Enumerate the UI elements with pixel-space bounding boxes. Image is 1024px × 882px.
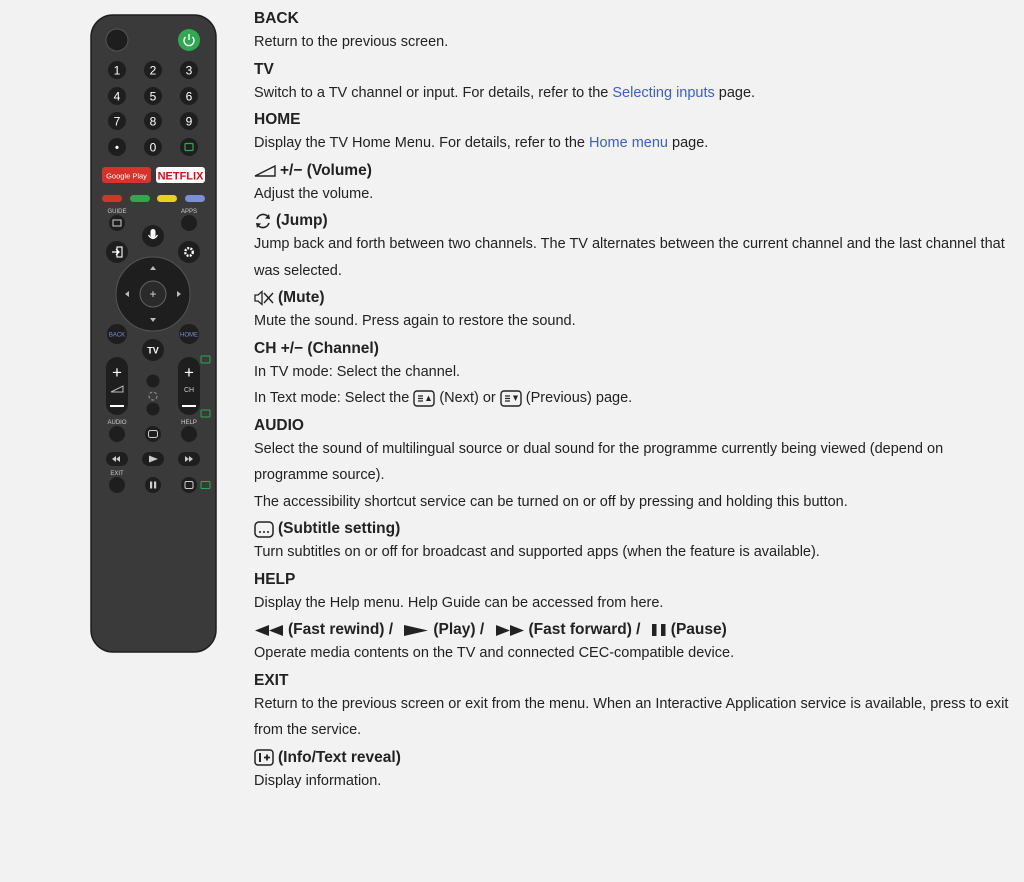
entry-volume-heading [254,160,1014,181]
remote-svg [90,14,217,654]
netflix-text: NETFLIX [157,170,204,183]
entry-channel-title: CH +/− (Channel) [254,339,379,357]
entry-info-desc: Display information. [254,772,382,789]
entry-tv-desc-text: Switch to a TV channel or input. For details, refer to the [254,84,613,101]
back-label: BACK [108,332,126,339]
blue-button [185,195,205,202]
apps-button [181,215,197,231]
exit-button [109,477,125,493]
entry-channel-line2 [254,385,1014,412]
media-play-text: (Play) / [433,621,489,638]
red-button [102,195,122,202]
guide-label: GUIDE [107,209,127,215]
tv-label: TV [147,345,159,356]
home-label: HOME [180,332,198,339]
mic-icon [151,229,156,238]
media-pause-text: (Pause) [670,621,727,638]
subtitle-icon [254,521,274,538]
button-descriptions [254,8,1014,797]
number-button-label: • [114,140,120,155]
fast-rewind-icon [254,624,284,637]
entry-audio-desc [254,436,1014,516]
entry-tv-title: TV [254,60,274,78]
help-button [181,426,197,442]
entry-home-title: HOME [254,111,301,128]
entry-volume-title: +/− (Volume) [280,161,372,179]
entry-mute-desc: Mute the sound. Press again to restore the sound. [254,313,576,329]
number-button-label: 6 [185,89,193,104]
jump-button [147,375,160,388]
channel-text-post: (Previous) page. [521,390,633,406]
green-aux-button [180,138,198,156]
entry-mute-heading [254,287,1014,308]
entry-audio-line2: The accessibility shortcut service can be turned on or off by pressing and holding this button. [254,493,848,510]
pause-button [145,477,161,493]
text-next-icon [413,390,435,407]
media-forward-text: (Fast forward) / [528,621,645,638]
entry-jump-heading [254,210,1014,231]
guide-button [109,215,125,231]
fast-forward-icon [495,624,525,637]
entry-audio-title: AUDIO [254,416,304,434]
number-button-label: 7 [113,114,121,129]
settings-button [178,241,200,263]
yellow-button [157,195,177,202]
number-button-label: 8 [149,114,157,129]
svg-text:+: + [149,287,157,301]
entry-home-desc [254,130,1014,157]
info-button [181,477,197,493]
volume-icon [254,165,276,177]
number-button-label: 3 [185,63,193,78]
text-previous-icon [500,390,522,407]
remote-control-illustration [90,14,217,654]
play-icon [403,624,429,637]
audio-button [109,426,125,442]
audio-label: AUDIO [107,420,127,426]
exit-label: EXIT [110,471,124,477]
entry-audio-line1: Select the sound of multilingual source or dual sound for the programme currently being viewed (depend on programme source). [254,440,944,483]
jump-icon [254,212,272,230]
number-button-label: 4 [113,89,121,104]
entry-channel-line1: In TV mode: Select the channel. [254,363,461,380]
number-button-label: 9 [185,114,193,129]
entry-help-desc: Display the Help menu. Help Guide can be accessed from here. [254,594,664,611]
mute-icon [254,290,274,306]
google-play-text: Google Play [106,171,147,181]
entry-info-title: (Info/Text reveal) [278,748,401,766]
green-button [130,195,150,202]
ch-label: CH [183,387,195,394]
info-icon [254,749,274,766]
pause-icon [150,482,152,489]
help-label: HELP [181,420,197,426]
number-button-label: 0 [149,140,157,155]
channel-text-pre: In Text mode: Select the [254,390,414,406]
entry-jump-desc: Jump back and forth between two channels. The TV alternates between the current channel and the last channel that was selected. [254,236,1005,279]
entry-exit-title: EXIT [254,671,289,689]
entry-help-title: HELP [254,570,296,588]
subtitle-button [145,426,161,442]
selecting-inputs-link[interactable]: Selecting inputs [612,84,715,101]
apps-label: APPS [180,209,198,215]
home-menu-link[interactable]: Home menu [589,135,668,151]
number-button-label: 1 [113,63,121,78]
entry-back-desc: Return to the previous screen. [254,34,449,50]
input-top-button [106,29,128,51]
entry-back-title: BACK [254,10,299,27]
entry-home-desc-end: page. [667,135,709,151]
svg-text:+: + [112,363,122,382]
entry-tv-desc-end: page. [714,84,756,101]
entry-media-heading [254,619,1014,640]
entry-subtitle-title: (Subtitle setting) [278,520,401,537]
number-button-label: 2 [149,63,157,78]
entry-tv-desc [254,80,1014,107]
channel-text-mid: (Next) or [435,390,500,406]
svg-text:+: + [184,363,194,382]
mute-button [147,403,160,416]
entry-channel-desc [254,359,1014,412]
pause-icon [651,623,667,637]
entry-mute-title: (Mute) [278,289,325,306]
entry-home-desc-text: Display the TV Home Menu. For details, refer to the [254,135,589,151]
number-button-label: 5 [149,89,157,104]
entry-info-heading [254,747,1014,768]
entry-media-desc: Operate media contents on the TV and connected CEC-compatible device. [254,645,735,661]
media-rewind-text: (Fast rewind) / [288,621,398,638]
entry-subtitle-desc: Turn subtitles on or off for broadcast and supported apps (when the feature is available). [254,544,820,560]
entry-volume-desc: Adjust the volume. [254,185,374,202]
entry-jump-title: (Jump) [276,212,328,229]
entry-subtitle-heading [254,518,1014,539]
entry-exit-desc: Return to the previous screen or exit from the menu. When an Interactive Application service is available, press to exit from the service. [254,695,1009,738]
